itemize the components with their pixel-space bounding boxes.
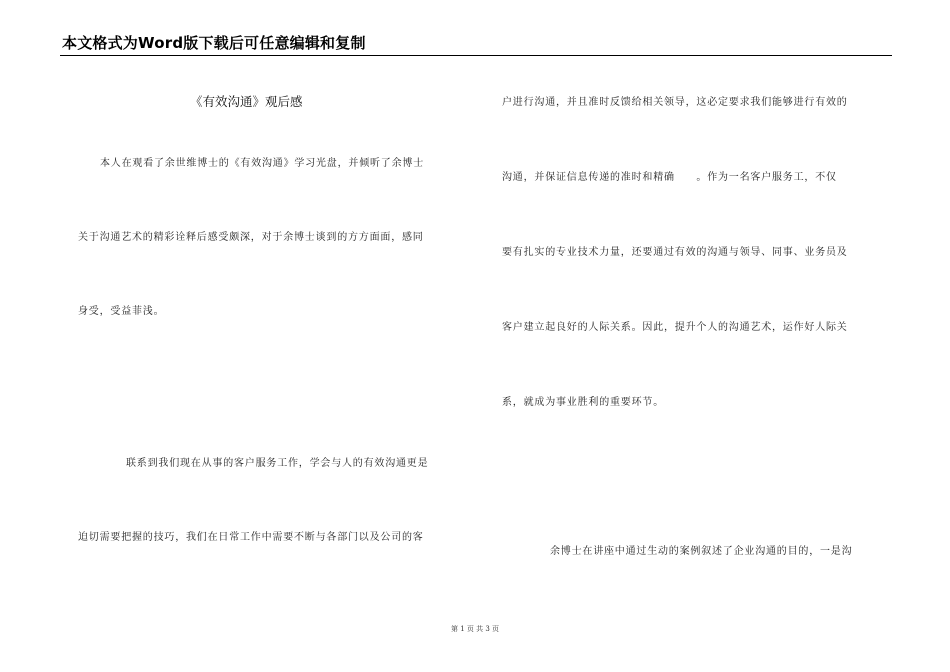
page-number-indicator: 第 1 页 共 3 页 <box>450 625 500 633</box>
right-column-line: 户进行沟通，并且准时反馈给相关领导，这必定要求我们能够进行有效的 <box>502 97 848 108</box>
document-header-banner: 本文格式为Word版下载后可任意编辑和复制 <box>62 34 366 52</box>
right-column-line: 要有扎实的专业技术力量，还要通过有效的沟通与领导、同事、业务员及 <box>502 247 848 258</box>
left-column-line: 关于沟通艺术的精彩诠释后感受颇深，对于余博士谈到的方方面面，感同 <box>78 232 424 243</box>
right-column-line: 系，就成为事业胜利的重要环节。 <box>502 397 664 408</box>
right-column-line: 沟通，并保证信息传递的准时和精确 。作为一名客户服务工，不仅 <box>502 172 837 183</box>
left-column-line: 身受，受益菲浅。 <box>78 306 165 317</box>
left-column-line: 迫切需要把握的技巧，我们在日常工作中需要不断与各部门以及公司的客 <box>78 532 424 543</box>
right-column-line: 余博士在讲座中通过生动的案例叙述了企业沟通的目的，一是沟 <box>550 546 853 557</box>
left-column-line: 本人在观看了余世维博士的《有效沟通》学习光盘，并倾听了余博士 <box>100 158 424 169</box>
right-column-line: 客户建立起良好的人际关系。因此，提升个人的沟通艺术，运作好人际关 <box>502 322 848 333</box>
left-column-line: 联系到我们现在从事的客户服务工作，学会与人的有效沟通更是 <box>126 458 429 469</box>
header-divider <box>60 55 892 56</box>
document-title: 《有效沟通》观后感 <box>190 94 303 109</box>
